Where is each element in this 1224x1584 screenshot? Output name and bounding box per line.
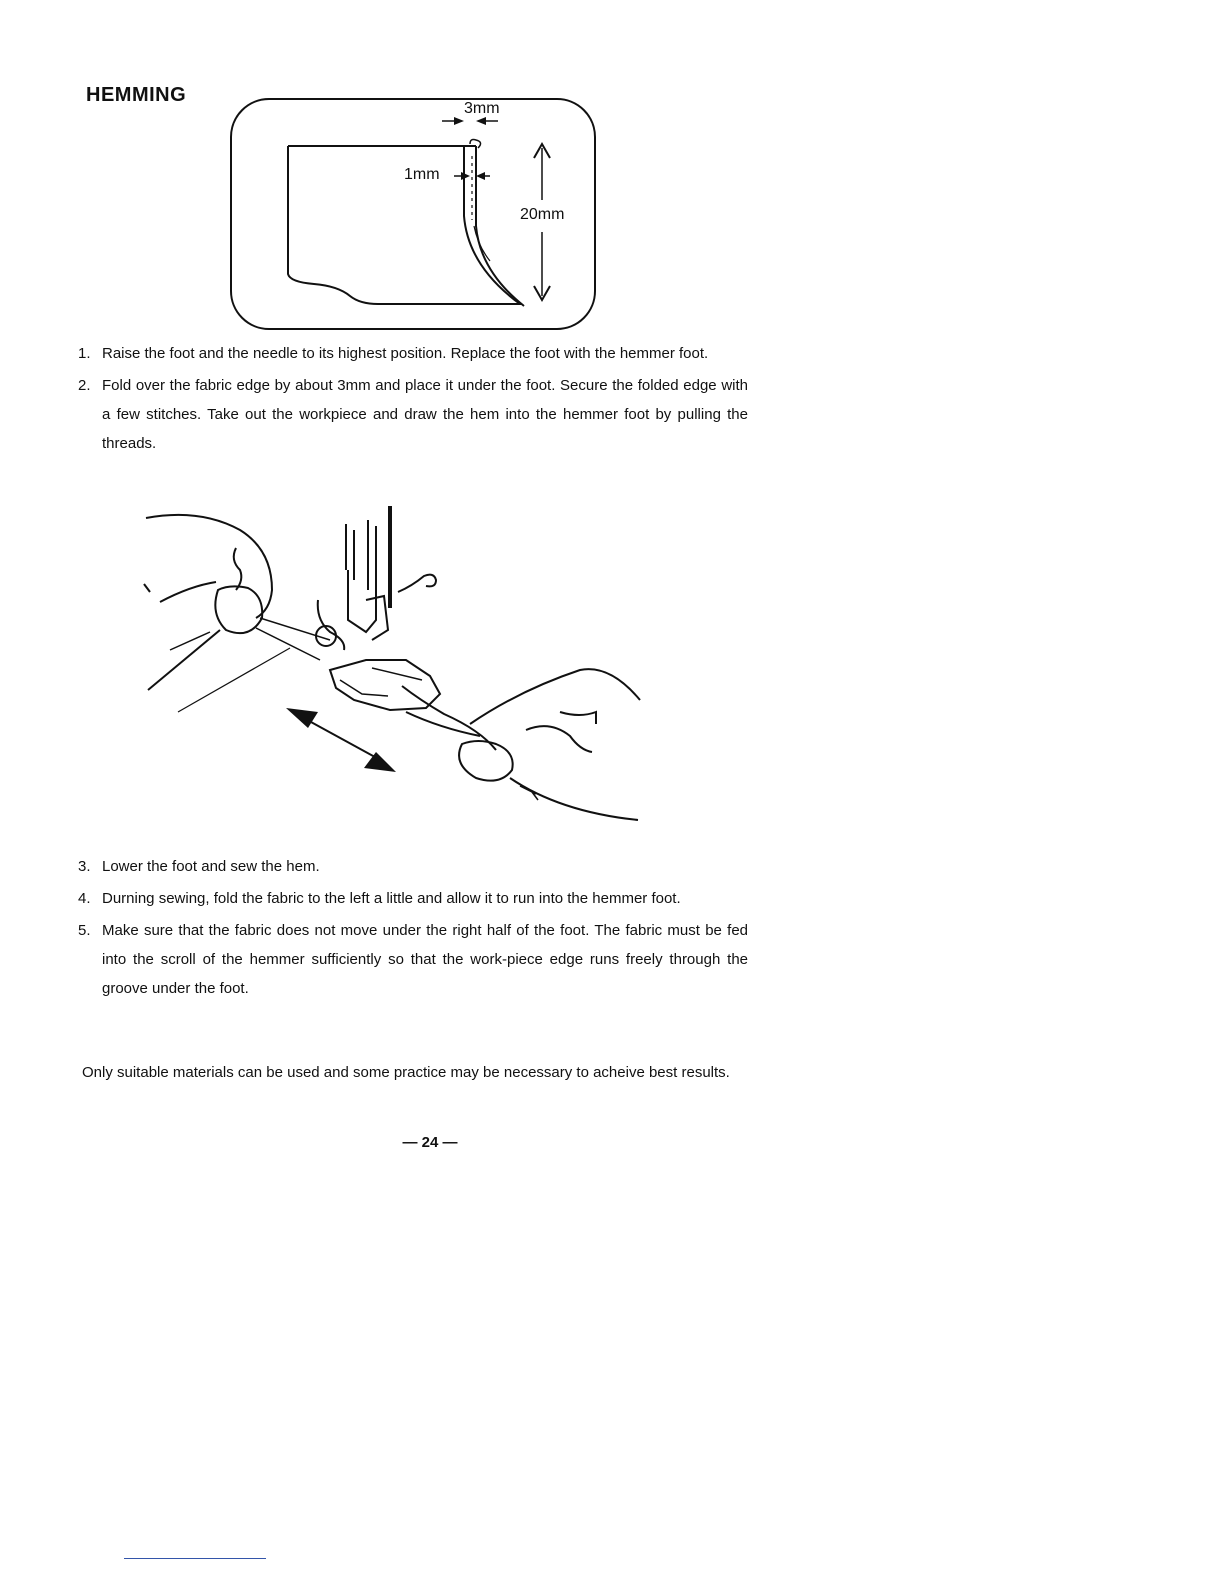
instruction-step — [78, 371, 748, 458]
sewing-illustration-drawing — [140, 500, 650, 830]
hem-dimension-diagram — [228, 96, 600, 334]
step-text: Raise the foot and the needle to its highest position. Replace the foot with the hemmer foot. — [102, 345, 709, 362]
step-number: 1. — [78, 345, 91, 362]
dimension-label-20mm: 20mm — [520, 206, 565, 223]
instruction-step — [78, 916, 748, 1003]
closing-note: Only suitable materials can be used and some practice may be necessary to acheive best results. — [82, 1064, 730, 1081]
dimension-label-3mm: 3mm — [464, 100, 500, 117]
instruction-step — [78, 852, 748, 881]
step-text: Make sure that the fabric does not move under the right half of the foot. The fabric must be fed into the scroll of the hemmer sufficiently so that the work-piece edge runs freely through the groove under the foot. — [102, 922, 748, 997]
sewing-machine-illustration — [140, 500, 650, 830]
step-text: Fold over the fabric edge by about 3mm and place it under the foot. Secure the folded edge with a few stitches. Take out the workpiece and draw the hem into the hemmer foot by pulling the threads. — [102, 377, 748, 452]
step-number: 5. — [78, 922, 91, 939]
step-text: Lower the foot and sew the hem. — [102, 858, 320, 875]
step-number: 2. — [78, 377, 91, 394]
instruction-step — [78, 884, 748, 913]
bottom-divider — [124, 1558, 266, 1559]
page-heading: HEMMING — [86, 84, 187, 106]
step-text: Durning sewing, fold the fabric to the left a little and allow it to run into the hemmer foot. — [102, 890, 681, 907]
dimension-label-1mm: 1mm — [404, 166, 440, 183]
instruction-step — [78, 339, 748, 368]
step-number: 4. — [78, 890, 91, 907]
instruction-list-part-1 — [78, 339, 748, 461]
instruction-list-part-2 — [78, 852, 748, 1006]
page-number: — 24 — — [402, 1134, 458, 1151]
step-number: 3. — [78, 858, 91, 875]
